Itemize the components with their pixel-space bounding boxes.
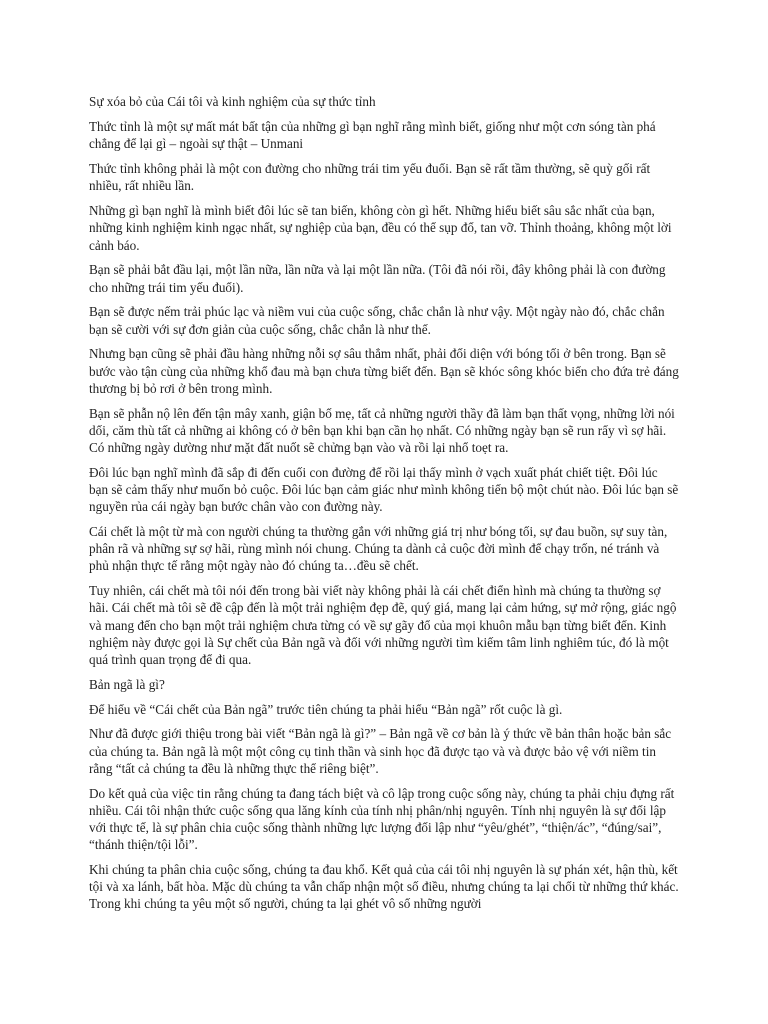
paragraph: Do kết quả của việc tin rằng chúng ta đang tách biệt và cô lập trong cuộc sống này, chúng ta phải chịu đựng rất nhiều. Cái tôi nhận thức cuộc sống qua lăng kính của tính nhị phân/nhị nguyên. Tính nhị nguyên là sự đối lập với thực tế, là sự phân chia cuộc sống thành những lực lượng đối lập như “yêu/ghét”, “thiện/ác”, “đúng/sai”, “thánh thiện/tội lỗi”.	[89, 785, 675, 853]
document-title: Sự xóa bỏ của Cái tôi và kinh nghiệm của sự thức tỉnh	[89, 94, 376, 109]
paragraph: Bạn sẽ phải bắt đầu lại, một lần nữa, lần nữa và lại một lần nữa. (Tôi đã nói rồi, đây không phải là con đường cho những trái tim yếu đuối).	[89, 262, 666, 295]
document-page	[89, 93, 679, 920]
paragraph: Bạn sẽ được nếm trải phúc lạc và niềm vui của cuộc sống, chắc chắn là như vậy. Một ngày nào đó, chắc chắn bạn sẽ cười với sự đơn giản của cuộc sống, chắc chắn là như thế.	[89, 304, 665, 337]
paragraph: Thức tỉnh là một sự mất mát bất tận của những gì bạn nghĩ rằng mình biết, giống như một cơn sóng tàn phá chẳng để lại gì – ngoài sự thật – Unmani	[89, 119, 656, 152]
paragraph: Như đã được giới thiệu trong bài viết “Bản ngã là gì?” – Bản ngã về cơ bản là ý thức về bản thân hoặc bản sắc của chúng ta. Bản ngã là một một công cụ tinh thần và sinh học đã được tạo và và được bảo vệ với niềm tin rằng “tất cả chúng ta đều là những thực thể riêng biệt”.	[89, 726, 672, 776]
paragraph: Để hiểu về “Cái chết của Bản ngã” trước tiên chúng ta phải hiểu “Bản ngã” rốt cuộc là gì.	[89, 701, 563, 717]
paragraph: Tuy nhiên, cái chết mà tôi nói đến trong bài viết này không phải là cái chết điển hình mà chúng ta thường sợ hãi. Cái chết mà tôi sẽ đề cập đến là một trải nghiệm đẹp đẽ, quý giá, mang lại cảm hứng, sự mở rộng, giác ngộ và mang đến cho bạn một trải nghiệm chưa từng có về sự gãy đổ của mọi khuôn mẫu bạn từng biết đến. Kinh nghiệm này được gọi là Sự chết của Bản ngã và đối với những người tìm kiếm tâm linh nghiêm túc, đó là một quá trình quan trọng để đi qua.	[89, 583, 677, 668]
paragraph: Khi chúng ta phân chia cuộc sống, chúng ta đau khổ. Kết quả của cái tôi nhị nguyên là sự phán xét, hận thù, kết tội và xa lánh, bất hòa. Mặc dù chúng ta vẫn chấp nhận một số điều, nhưng chúng ta lại chối từ những thứ khác. Trong khi chúng ta yêu một số người, chúng ta lại ghét vô số những người	[89, 862, 679, 912]
paragraph: Những gì bạn nghĩ là mình biết đôi lúc sẽ tan biến, không còn gì hết. Những hiểu biết sâu sắc nhất của bạn, những kinh nghiệm kinh ngạc nhất, sự nghiệp của bạn, đều có thể sụp đổ, tan vỡ. Thỉnh thoảng, không một lời cảnh báo.	[89, 203, 672, 253]
paragraph: Cái chết là một từ mà con người chúng ta thường gắn với những giá trị như bóng tối, sự đau buồn, sự suy tàn, phân rã và những sự sợ hãi, rùng mình nói chung. Chúng ta dành cả cuộc đời mình để chạy trốn, né tránh và phủ nhận thực tế rằng một ngày nào đó chúng ta…đều sẽ chết.	[89, 524, 668, 574]
section-heading: Bản ngã là gì?	[89, 676, 165, 692]
paragraph: Bạn sẽ phẫn nộ lên đến tận mây xanh, giận bố mẹ, tất cả những người thầy đã làm bạn thất vọng, những lời nói dối, căm thù tất cả những ai không có ở bên bạn khi bạn cần họ nhất. Có những ngày bạn sẽ run rẩy vì sợ hãi. Có những ngày dường như mặt đất nuốt sẽ chửng bạn vào và rồi lại nhổ toẹt ra.	[89, 405, 675, 456]
paragraph: Đôi lúc bạn nghĩ mình đã sắp đi đến cuối con đường để rồi lại thấy mình ở vạch xuất phát chiết tiệt. Đôi lúc bạn sẽ cảm thấy như muốn bỏ cuộc. Đôi lúc bạn cảm giác như mình không tiến bộ một chút nào. Đôi lúc bạn sẽ nguyền rủa cái ngày bạn bước chân vào con đường này.	[89, 464, 679, 515]
paragraph: Thức tỉnh không phải là một con đường cho những trái tim yếu đuối. Bạn sẽ rất tầm thường, sẽ quỳ gối rất nhiều, rất nhiều lần.	[89, 161, 651, 194]
paragraph: Nhưng bạn cũng sẽ phải đầu hàng những nỗi sợ sâu thẳm nhất, phải đối diện với bóng tối ở bên trong. Bạn sẽ bước vào tận cùng của những khổ đau mà bạn chưa từng biết đến. Bạn sẽ khóc sông khóc biển cho đứa trẻ đáng thương bị bỏ rơi ở bên trong mình.	[89, 346, 679, 396]
